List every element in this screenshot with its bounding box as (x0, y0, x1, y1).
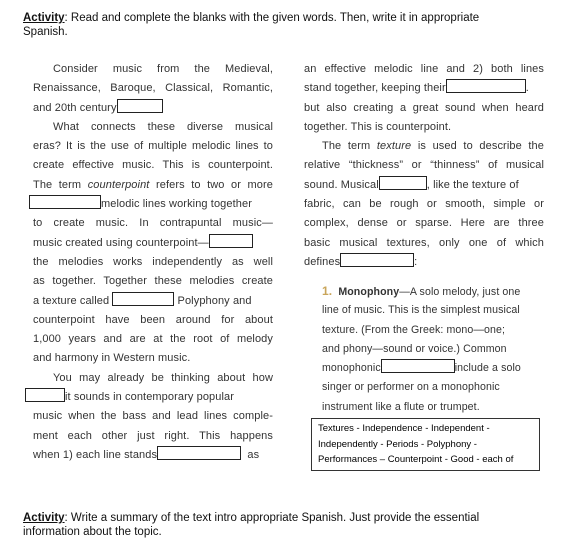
activity-label: Activity (23, 12, 65, 24)
blank-9[interactable] (340, 253, 414, 267)
blank-8[interactable] (379, 176, 427, 190)
blank-2[interactable] (29, 195, 101, 209)
activity-2-label: Activity (23, 512, 65, 524)
blank-7[interactable] (446, 79, 526, 93)
blank-3[interactable] (209, 234, 253, 248)
blank-1[interactable] (117, 99, 163, 113)
blank-10[interactable] (381, 359, 455, 373)
blank-6[interactable] (157, 446, 241, 460)
word-bank: Textures - Independence - Independent - Independently - Periods - Polyphony - Performances – Counterpoint - Good - each of (311, 418, 540, 471)
right-column: an effective melodic line and 2) both lines stand together, keeping their . but also creating a great sound when heard together. This is counterpoint. The term texture is used to describe the relative “thickness” or “thinness” of musical sound. Musical , like the texture of fabric, can be rough or smooth, simple or complex, dense or sparse. Here are three basic musical textures, only one of which defines : (304, 63, 544, 268)
activity-2-instructions: Activity: Write a summary of the text intro appropriate Spanish. Just provide the essential information about the topic. (23, 512, 480, 538)
monophony-section: 1. Monophony—A solo melody, just one line of music. This is the simplest musical texture. (From the Greek: mono—one; and phony—sound or voice.) Common monophonic include a solo singer or performer on a monophonic instrument like a flute or trumpet. (322, 284, 521, 413)
blank-4[interactable] (112, 292, 174, 306)
blank-5[interactable] (25, 388, 65, 402)
activity-instructions: Activity: Read and complete the blanks with the given words. Then, write it in appropriate Spanish. (23, 12, 480, 38)
left-column: Consider music from the Medieval, Renaissance, Baroque, Classical, Romantic, and 20th century What connects these diverse musical eras? It is the use of multiple melodic lines to create effective music. This is counterpoint. The term counterpoint refers to two or more melodic lines working together to create music. In contrapuntal music— music created using counterpoint— the melodies works independently as well as together. Together these melodies create a texture called Polyphony and counterpoint have been around for about 1,000 years and are at the root of melody and harmony in Western music. You may already be thinking about how it sounds in contemporary popular music when the bass and lead lines comple- ment each other just right. This happens when 1) each line stands as (33, 60, 273, 465)
